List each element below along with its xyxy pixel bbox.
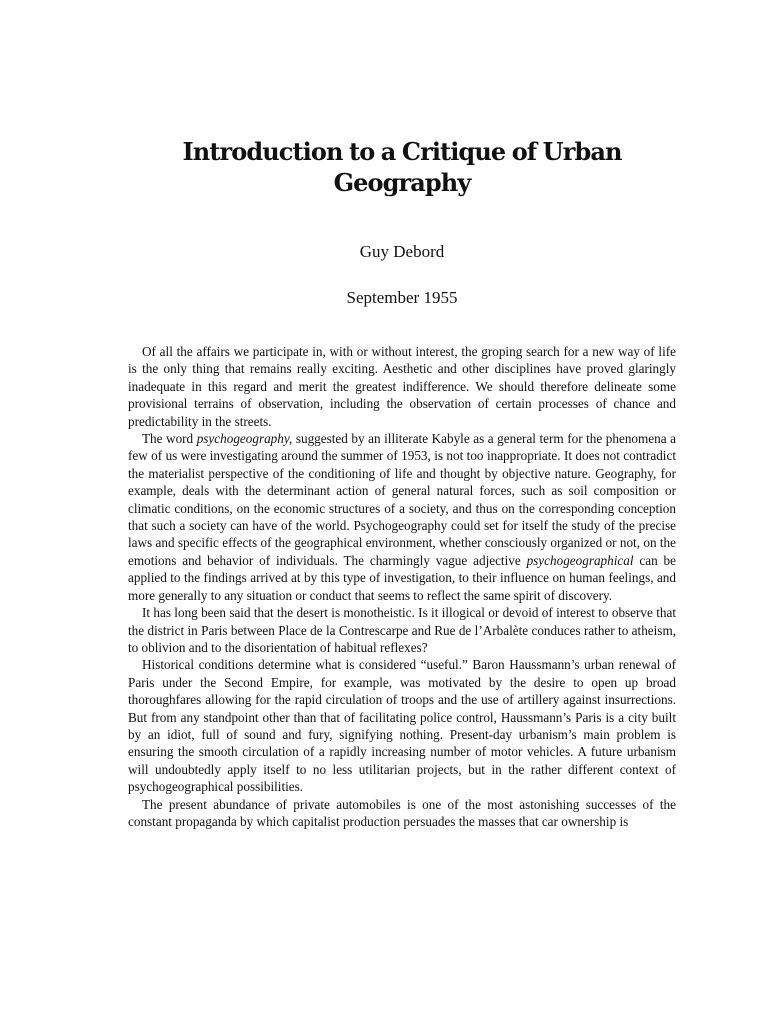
document-author: Guy Debord	[359, 242, 445, 261]
paragraph-3	[128, 604, 676, 656]
paragraph-1	[128, 343, 676, 430]
paragraph-4	[128, 656, 676, 795]
paragraph-5	[128, 796, 676, 831]
italic-term: psychogeographical	[526, 552, 634, 568]
paragraph-text: can be applied to the findings arrived at by this type of investigation, to their influence on human feelings, and more generally to any situation or conduct that seems to reflect the same spirit of discovery.	[128, 552, 677, 603]
document-title: Introduction to a Critique of Urban Geography	[182, 137, 622, 197]
paragraph-text: Historical conditions determine what is considered “useful.” Baron Haussmann’s urban renewal of Paris under the Second Empire, for example, was motivated by the desire to open up broad thoroughfares allowing for the rapid circulation of troops and the use of artillery against insurrections. But from any standpoint other than that of facilitating police control, Haussmann’s Paris is a city built by an idiot, full of sound and fury, signifying nothing. Present-day urbanism’s main problem is ensuring the smooth circulation of a rapidly increasing number of motor vehicles. A future urbanism will undoubtedly apply itself to no less utilitarian projects, but in the rather different context of psychogeographical possibilities.	[128, 657, 676, 795]
paragraph-2	[128, 430, 676, 604]
paragraph-text: It has long been said that the desert is monotheistic. Is it illogical or devoid of interest to observe that the district in Paris between Place de la Contrescarpe and Rue de l’Arbalète conduces rather to atheism, to oblivion and to the disorientation of habitual reflexes?	[128, 605, 676, 655]
paragraph-text: The present abundance of private automobiles is one of the most astonishing successes of the constant propaganda by which capitalist production persuades the masses that car ownership is	[128, 796, 676, 829]
paragraph-text: suggested by an illiterate Kabyle as a general term for the phenomena a few of us were investigating around the summer of 1953, is not too inappropriate. It does not contradict the materialist perspective of the conditioning of life and thought by objective nature. Geography, for example, deals with the determinant action of general natural forces, such as soil composition or climatic conditions, on the economic structures of a society, and thus on the corresponding conception that such a society can have of the world. Psychogeography could set for itself the study of the precise laws and specific effects of the geographical environment, whether consciously organized or not, on the emotions and behavior of individuals. The charmingly vague adjective	[128, 431, 676, 568]
italic-term: psychogeography,	[196, 431, 293, 447]
paragraph-text: The word	[142, 431, 197, 447]
document-date: September 1955	[346, 288, 458, 307]
body-text	[128, 343, 676, 830]
paragraph-text: Of all the affairs we participate in, with or without interest, the groping search for a new way of life is the only thing that remains really exciting. Aesthetic and other disciplines have proved glaringly inadequate in this regard and merit the greatest indifference. We should therefore delineate some provisional terrains of observation, including the observation of certain processes of chance and predictability in the streets.	[128, 344, 676, 429]
